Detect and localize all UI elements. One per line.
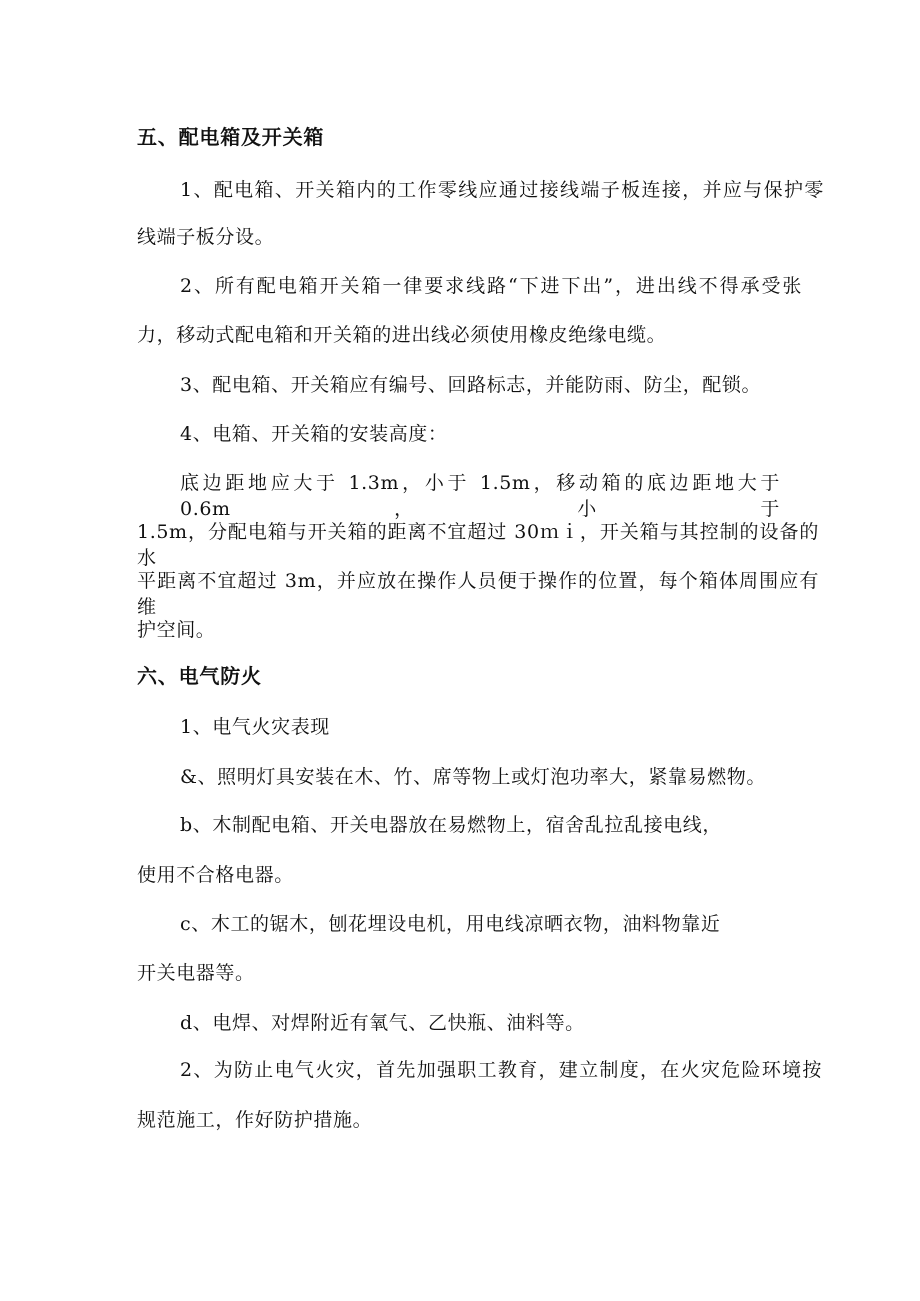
paragraph-line: 4、电箱、开关箱的安装高度：: [180, 423, 448, 445]
paragraph-line: 开关电器等。: [137, 962, 255, 984]
paragraph-line: 平距离不宜超过 3m，并应放在操作人员便于操作的位置，每个箱体周围应有维: [137, 570, 819, 618]
paragraph-line: 力，移动式配电箱和开关箱的进出线必须使用橡皮绝缘电缆。: [137, 324, 667, 346]
paragraph-line: 护空间。: [137, 619, 216, 641]
paragraph-line: 3、配电箱、开关箱应有编号、回路标志，并能防雨、防尘，配锁。: [180, 374, 762, 396]
paragraph-line: 2、为防止电气火灾，首先加强职工教育，建立制度，在火灾危险环境按: [180, 1059, 822, 1081]
paragraph-line: 1、电气火灾表现: [180, 716, 330, 738]
paragraph-line: 线端子板分设。: [137, 226, 275, 248]
paragraph-line: 2、所有配电箱开关箱一律要求线路“下进下出”，进出线不得承受张: [180, 275, 802, 297]
paragraph-line: 使用不合格电器。: [137, 864, 294, 886]
paragraph-line: c、木工的锯木，刨花埋设电机，用电线凉晒衣物，油料物靠近: [180, 913, 721, 935]
paragraph-line: 规范施工，作好防护措施。: [137, 1109, 373, 1131]
section-heading-electrical-fire: 六、电气防火: [137, 664, 262, 688]
paragraph-line: d、电焊、对焊附近有氧气、乙快瓶、油料等。: [180, 1012, 585, 1034]
paragraph-line: 底边距地应大于 1.3m，小于 1.5m，移动箱的底边距地大于 0.6m，小于: [180, 472, 780, 520]
section-heading-distribution-box: 五、配电箱及开关箱: [137, 125, 325, 149]
paragraph-line: 1.5m，分配电箱与开关箱的距离不宜超过 30ｍｉ，开关箱与其控制的设备的水: [137, 521, 819, 569]
paragraph-line: &、照明灯具安装在木、竹、席等物上或灯泡功率大，紧靠易燃物。: [180, 766, 766, 788]
paragraph-line: b、木制配电箱、开关电器放在易燃物上，宿舍乱拉乱接电线，: [180, 814, 722, 836]
paragraph-line: 1、配电箱、开关箱内的工作零线应通过接线端子板连接，并应与保护零: [180, 179, 824, 201]
